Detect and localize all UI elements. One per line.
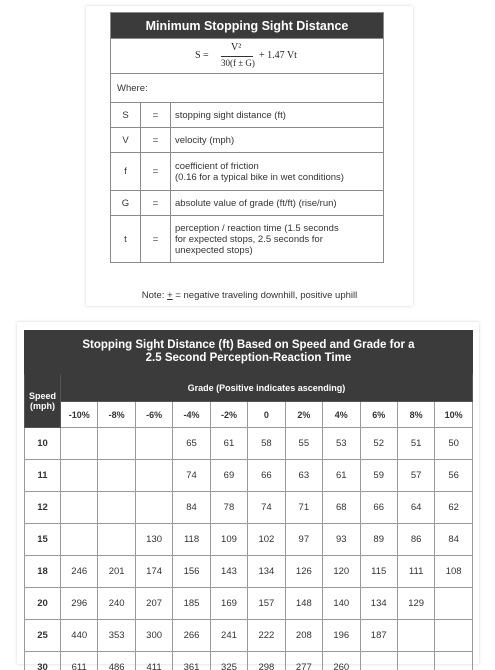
description-line: for expected stops, 2.5 seconds for (175, 233, 323, 245)
distance-cell: 361 (173, 652, 210, 670)
speed-cell: 11 (25, 460, 61, 492)
grade-values-row (25, 402, 473, 428)
distance-cell: 66 (360, 492, 397, 524)
distance-cell: 240 (98, 588, 135, 620)
distance-cell: 84 (173, 492, 210, 524)
distance-cell: 58 (248, 428, 285, 460)
speed-cell: 10 (25, 428, 61, 460)
distance-cell: 61 (323, 460, 360, 492)
speed-cell: 20 (25, 588, 61, 620)
distance-cell: 74 (248, 492, 285, 524)
formula-table (110, 12, 384, 263)
distance-cell: 62 (435, 492, 473, 524)
distance-cell: 325 (210, 652, 247, 670)
grade-header: Grade (Positive indicates ascending) (61, 374, 473, 402)
stopping-distance-table (24, 330, 473, 670)
distance-cell: 187 (360, 620, 397, 652)
formula-numerator: V² (231, 42, 242, 53)
distance-cell: 93 (323, 524, 360, 556)
distance-cell: 66 (248, 460, 285, 492)
grade-column-header: 0 (248, 402, 285, 428)
distance-cell: 174 (135, 556, 172, 588)
variable-symbol: f (111, 153, 141, 191)
speed-header (25, 374, 61, 428)
distance-cell: 143 (210, 556, 247, 588)
distance-cell: 71 (285, 492, 322, 524)
table-row (25, 588, 473, 620)
grade-column-header: 6% (360, 402, 397, 428)
distance-cell: 222 (248, 620, 285, 652)
distance-cell: 69 (210, 460, 247, 492)
variable-description (171, 128, 384, 153)
variable-description (171, 216, 384, 263)
distance-cell: 78 (210, 492, 247, 524)
distance-cell: 111 (397, 556, 434, 588)
table-row (25, 460, 473, 492)
distance-cell (435, 588, 473, 620)
distance-cell: 129 (397, 588, 434, 620)
table-row (25, 524, 473, 556)
distance-cell: 64 (397, 492, 434, 524)
variable-row (111, 103, 384, 128)
where-label: Where: (111, 74, 384, 103)
grade-column-header: 10% (435, 402, 473, 428)
equals-sign: = (141, 103, 171, 128)
equals-sign: = (141, 191, 171, 216)
grade-column-header: -6% (135, 402, 172, 428)
grade-column-header: 8% (397, 402, 434, 428)
distance-cell: 440 (61, 620, 98, 652)
stopping-distance-formula (111, 39, 383, 73)
variable-row (111, 153, 384, 191)
variable-row (111, 128, 384, 153)
distance-cell (397, 652, 434, 670)
equals-sign: = (141, 216, 171, 263)
distance-cell (61, 492, 98, 524)
distance-cell: 486 (98, 652, 135, 670)
distance-cell: 84 (435, 524, 473, 556)
grade-column-header: 4% (323, 402, 360, 428)
distance-cell: 108 (435, 556, 473, 588)
distance-cell: 411 (135, 652, 172, 670)
distance-cell: 169 (210, 588, 247, 620)
distance-cell: 201 (98, 556, 135, 588)
distance-cell: 59 (360, 460, 397, 492)
formula-denominator: 30(f ± G) (221, 58, 255, 68)
formula-tail: + 1.47 Vt (259, 50, 297, 61)
distance-cell: 89 (360, 524, 397, 556)
formula-lhs: S = (195, 50, 209, 61)
grade-column-header: -2% (210, 402, 247, 428)
note-text: = negative traveling downhill, positive uphill (172, 290, 358, 301)
distance-cell: 118 (173, 524, 210, 556)
distance-cell: 134 (360, 588, 397, 620)
description-line: stopping sight distance (ft) (175, 109, 286, 121)
grade-sign-note (86, 290, 413, 301)
distance-cell: 148 (285, 588, 322, 620)
distance-cell: 86 (397, 524, 434, 556)
distance-cell: 57 (397, 460, 434, 492)
table-title-line1: Stopping Sight Distance (ft) Based on Speed and Grade for a (82, 339, 415, 351)
variable-description (171, 103, 384, 128)
grade-column-header: -4% (173, 402, 210, 428)
distance-cell: 353 (98, 620, 135, 652)
variable-symbol: S (111, 103, 141, 128)
distance-cell: 97 (285, 524, 322, 556)
distance-cell: 207 (135, 588, 172, 620)
variable-rows (111, 103, 384, 263)
variable-symbol: V (111, 128, 141, 153)
distance-cell: 246 (61, 556, 98, 588)
distance-cell: 115 (360, 556, 397, 588)
fraction-bar (221, 56, 253, 57)
description-line: coefficient of friction (175, 160, 259, 172)
grade-column-header: -8% (98, 402, 135, 428)
distance-cell: 208 (285, 620, 322, 652)
variable-description (171, 153, 384, 191)
distance-cell (98, 428, 135, 460)
grade-column-header: -10% (61, 402, 98, 428)
distance-cell: 134 (248, 556, 285, 588)
speed-cell: 25 (25, 620, 61, 652)
speed-cell: 18 (25, 556, 61, 588)
description-line: perception / reaction time (1.5 seconds (175, 222, 339, 234)
distance-cell (61, 460, 98, 492)
distance-table-card (17, 322, 479, 670)
description-line: velocity (mph) (175, 134, 235, 146)
distance-cell (98, 492, 135, 524)
note-prefix: Note: (141, 290, 168, 301)
distance-cell: 102 (248, 524, 285, 556)
distance-cell: 51 (397, 428, 434, 460)
description-line: (0.16 for a typical bike in wet conditions) (175, 171, 344, 183)
distance-cell: 50 (435, 428, 473, 460)
distance-cell: 300 (135, 620, 172, 652)
formula-card (86, 6, 413, 306)
distance-cell: 68 (323, 492, 360, 524)
distance-cell: 63 (285, 460, 322, 492)
distance-cell: 74 (173, 460, 210, 492)
plus-minus-symbol: + (167, 290, 173, 301)
distance-cell: 140 (323, 588, 360, 620)
distance-cell: 611 (61, 652, 98, 670)
distance-cell (360, 652, 397, 670)
distance-cell: 109 (210, 524, 247, 556)
table-body (25, 428, 473, 670)
distance-cell (61, 524, 98, 556)
distance-cell: 260 (323, 652, 360, 670)
distance-cell (435, 652, 473, 670)
distance-cell: 52 (360, 428, 397, 460)
table-row (25, 492, 473, 524)
distance-cell: 157 (248, 588, 285, 620)
distance-cell: 56 (435, 460, 473, 492)
grade-column-header: 2% (285, 402, 322, 428)
equals-sign: = (141, 128, 171, 153)
distance-cell: 53 (323, 428, 360, 460)
distance-cell (135, 460, 172, 492)
description-line: unexpected stops) (175, 244, 253, 256)
distance-cell (98, 524, 135, 556)
distance-cell: 156 (173, 556, 210, 588)
distance-cell: 266 (173, 620, 210, 652)
table-row (25, 556, 473, 588)
variable-row (111, 191, 384, 216)
variable-row (111, 216, 384, 263)
distance-cell: 65 (173, 428, 210, 460)
speed-header-line1: Speed (28, 390, 56, 401)
table-row (25, 652, 473, 670)
distance-cell: 185 (173, 588, 210, 620)
distance-cell: 196 (323, 620, 360, 652)
speed-cell: 12 (25, 492, 61, 524)
formula-card-title: Minimum Stopping Sight Distance (111, 13, 384, 39)
distance-cell (61, 428, 98, 460)
distance-cell: 277 (285, 652, 322, 670)
description-line: absolute value of grade (ft/ft) (rise/run) (175, 197, 337, 209)
formula-cell (111, 39, 384, 74)
table-row (25, 620, 473, 652)
distance-cell: 130 (135, 524, 172, 556)
table-row (25, 428, 473, 460)
distance-cell (435, 620, 473, 652)
table-title (25, 331, 473, 374)
distance-cell: 296 (61, 588, 98, 620)
distance-cell (135, 428, 172, 460)
speed-header-line2: (mph) (30, 400, 55, 411)
distance-cell (397, 620, 434, 652)
distance-cell (98, 460, 135, 492)
speed-cell: 15 (25, 524, 61, 556)
distance-cell (135, 492, 172, 524)
distance-cell: 126 (285, 556, 322, 588)
distance-cell: 298 (248, 652, 285, 670)
variable-symbol: t (111, 216, 141, 263)
equals-sign: = (141, 153, 171, 191)
speed-cell: 30 (25, 652, 61, 670)
distance-cell: 241 (210, 620, 247, 652)
table-title-line2: 2.5 Second Perception-Reaction Time (145, 352, 352, 364)
distance-cell: 55 (285, 428, 322, 460)
distance-cell: 61 (210, 428, 247, 460)
variable-description (171, 191, 384, 216)
distance-cell: 120 (323, 556, 360, 588)
variable-symbol: G (111, 191, 141, 216)
